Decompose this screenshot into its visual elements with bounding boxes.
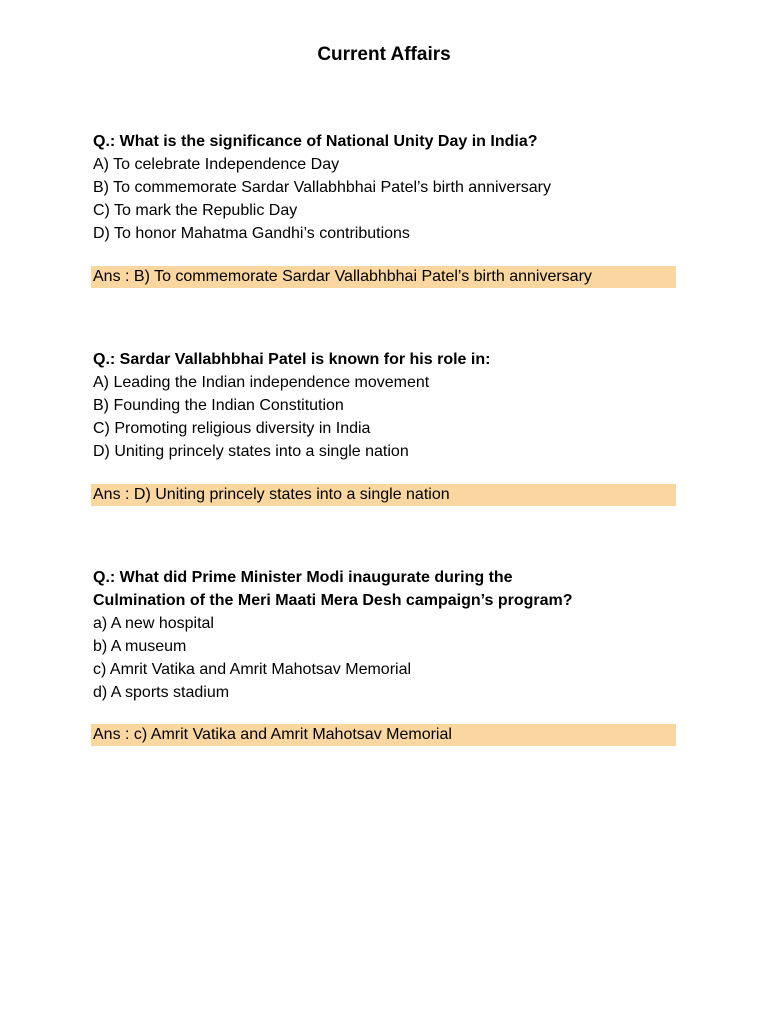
option-a: A) Leading the Indian independence movement	[93, 374, 430, 391]
question-block-1	[93, 130, 683, 245]
option-d: D) To honor Mahatma Gandhi’s contributions	[93, 225, 410, 242]
question-text-line-2: Culmination of the Meri Maati Mera Desh campaign’s program?	[93, 592, 573, 609]
option-c: c) Amrit Vatika and Amrit Mahotsav Memorial	[93, 661, 412, 678]
option-d: d) A sports stadium	[93, 684, 230, 701]
page-title: Current Affairs	[317, 44, 451, 65]
option-b: b) A museum	[93, 638, 187, 655]
answer-highlight-2: Ans : D) Uniting princely states into a single nation	[91, 484, 676, 506]
option-a: a) A new hospital	[93, 615, 214, 632]
option-b: B) To commemorate Sardar Vallabhbhai Patel’s birth anniversary	[93, 179, 551, 196]
answer-highlight-3: Ans : c) Amrit Vatika and Amrit Mahotsav Memorial	[91, 724, 676, 746]
option-c: C) To mark the Republic Day	[93, 202, 298, 219]
question-block-3	[93, 566, 683, 704]
question-text: Q.: What is the significance of National Unity Day in India?	[93, 133, 538, 150]
option-a: A) To celebrate Independence Day	[93, 156, 340, 173]
option-b: B) Founding the Indian Constitution	[93, 397, 344, 414]
option-c: C) Promoting religious diversity in India	[93, 420, 371, 437]
answer-highlight-1: Ans : B) To commemorate Sardar Vallabhbhai Patel’s birth anniversary	[91, 266, 676, 288]
option-d: D) Uniting princely states into a single nation	[93, 443, 409, 460]
question-text-line-1: Q.: What did Prime Minister Modi inaugurate during the	[93, 569, 513, 586]
question-text: Q.: Sardar Vallabhbhai Patel is known for his role in:	[93, 351, 491, 368]
question-block-2	[93, 348, 683, 463]
